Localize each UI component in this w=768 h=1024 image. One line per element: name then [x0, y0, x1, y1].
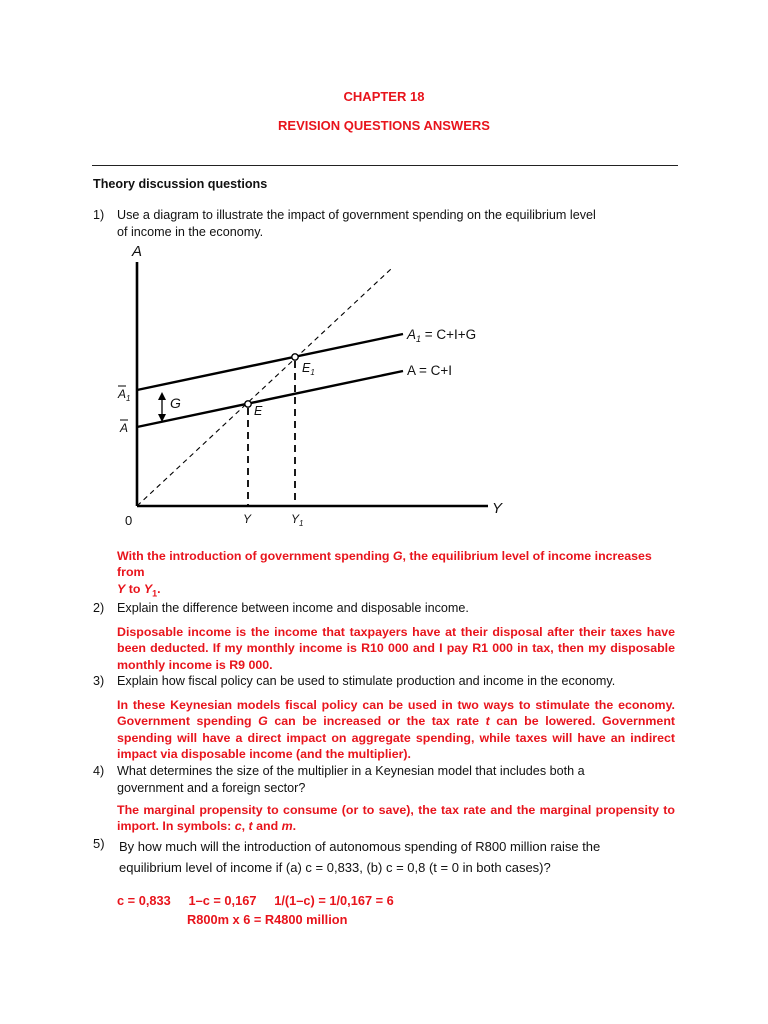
- section-title: Theory discussion questions: [93, 177, 268, 191]
- question-1-text: [117, 207, 697, 240]
- page-subtitle: REVISION QUESTIONS ANSWERS: [278, 118, 490, 133]
- e-label: E: [254, 404, 263, 418]
- line-upper-label: $A_1 = C+I+G$: [407, 327, 477, 344]
- question-3-text: Explain how fiscal policy can be used to stimulate production and income in the economy.: [117, 674, 616, 688]
- g-label: G: [170, 395, 181, 411]
- question-1-line1: Use a diagram to illustrate the impact of government spending on the equilibrium level: [117, 208, 596, 222]
- income-equilibrium-diagram: [108, 240, 508, 535]
- answer-4: The marginal propensity to consume (or to save), the tax rate and the marginal propensity to import. In symbols: c, t and m.: [117, 803, 675, 834]
- question-4-number: 4): [93, 764, 105, 778]
- question-3-number: 3): [93, 674, 105, 688]
- equilibrium-point-e1: [292, 354, 298, 360]
- g-arrow-head-up: [158, 392, 166, 400]
- question-4-line1: What determines the size of the multiplier in a Keynesian model that includes both a: [117, 764, 585, 778]
- line-lower-label: A = C+I: [407, 363, 453, 378]
- equilibrium-point-e: [245, 401, 251, 407]
- a-bar-label: A: [120, 421, 129, 435]
- question-5-number: 5): [93, 836, 105, 851]
- chapter-heading: CHAPTER 18: [343, 89, 425, 104]
- header-divider: [92, 165, 678, 166]
- y-tick-label: Y: [243, 512, 252, 526]
- question-2-number: 2): [93, 601, 105, 615]
- e1-label: $E_1$: [302, 361, 315, 377]
- question-5-line2: equilibrium level of income if (a) c = 0,833, (b) c = 0,8 (t = 0 in both cases)?: [119, 860, 551, 875]
- question-4-line2: government and a foreign sector?: [117, 780, 306, 795]
- x-axis-label: Y: [492, 500, 503, 517]
- forty-five-degree-line: [137, 269, 391, 506]
- origin-label: 0: [125, 513, 133, 528]
- answer-5-line1: c = 0,833 1–c = 0,167 1/(1–c) = 1/0,167 = 6: [117, 893, 394, 908]
- question-1-number: 1): [93, 208, 105, 222]
- y-axis-label: A: [132, 243, 143, 260]
- question-1-line2: of income in the economy.: [117, 224, 264, 239]
- answer-3: In these Keynesian models fiscal policy can be used in two ways to stimulate the economy. Government spending G can be increased or the tax rate t can be lowered. Government spending will have a direct impact on aggregate spending, while taxes will have an indirect impact via disposable income (and the multiplier).: [117, 698, 676, 762]
- a1-bar-label: $A_1$: [118, 387, 131, 403]
- question-5-line1: By how much will the introduction of autonomous spending of R800 million raise the: [119, 839, 601, 854]
- question-4-text: [117, 763, 697, 796]
- answer-1: With the introduction of government spending G, the equilibrium level of income increases from Y to $Y_1$.: [117, 549, 652, 599]
- question-2-text: Explain the difference between income and disposable income.: [117, 601, 469, 615]
- answer-5-line2: R800m x 6 = R4800 million: [187, 912, 348, 927]
- y1-tick-label: $Y_1$: [291, 512, 304, 528]
- question-5-text: [119, 836, 699, 878]
- answer-2: Disposable income is the income that taxpayers have at their disposal after their taxes have been deducted. If my monthly income is R10 000 and I pay R1 000 in tax, then my disposable monthly income is R9 000.: [117, 625, 675, 672]
